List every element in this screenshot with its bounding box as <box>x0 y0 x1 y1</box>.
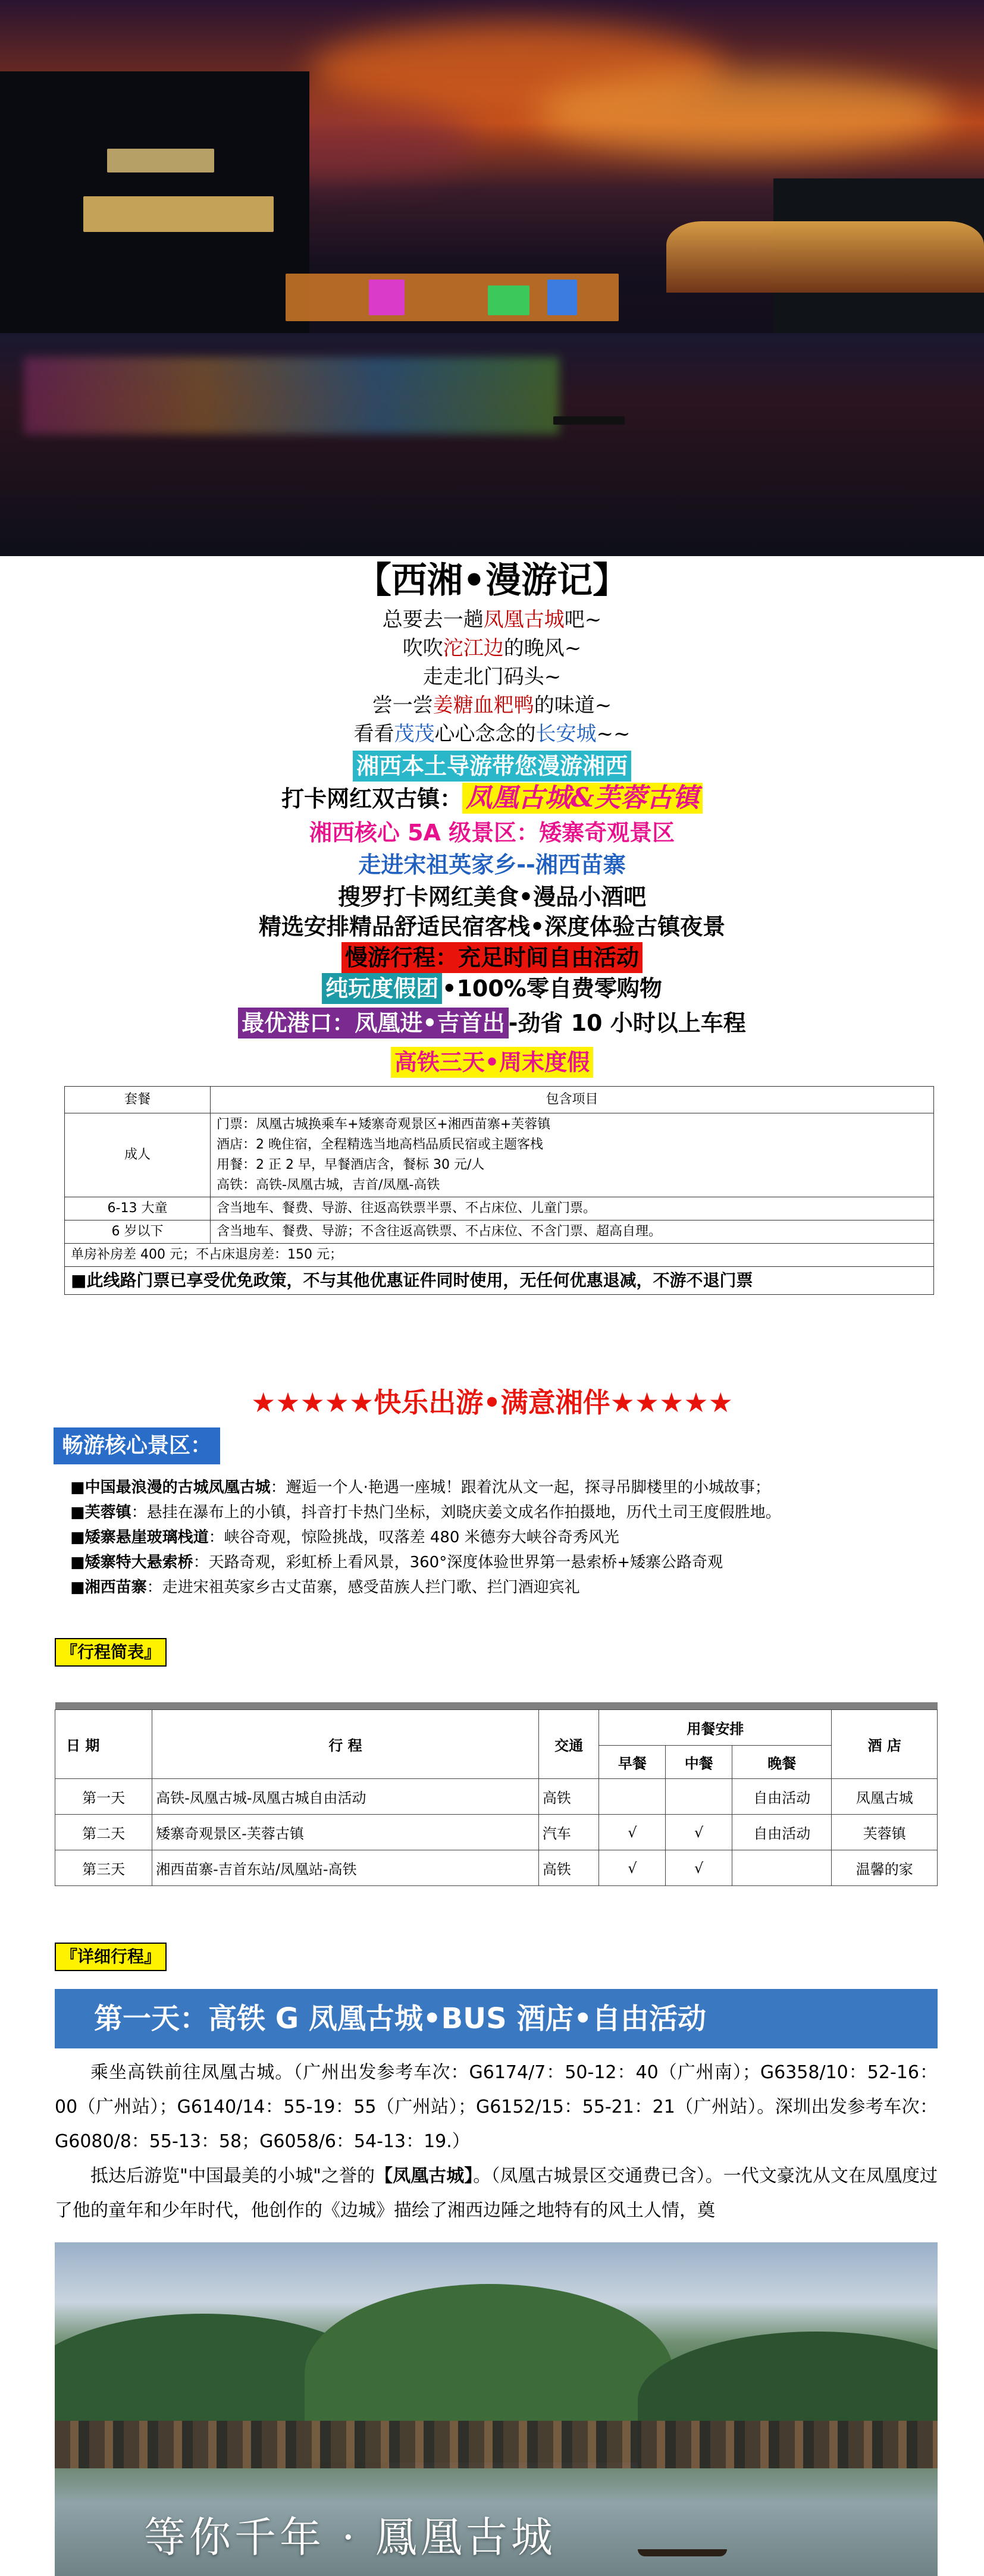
core-scenic-list <box>70 1475 951 1600</box>
table-row <box>55 1815 938 1850</box>
table-row <box>65 1220 934 1244</box>
schedule-route: 高铁-凤凰古城-凤凰古城自由活动 <box>152 1779 539 1815</box>
hero-night-photo <box>0 0 984 556</box>
highlight-rail-weekend: 高铁三天•周末度假 <box>0 1047 984 1078</box>
highlight-slow-trip: 慢游行程：充足时间自由活动 <box>0 942 984 973</box>
highlight-food: 搜罗打卡网红美食•漫品小酒吧 <box>337 884 647 910</box>
schedule-header-hotel: 酒 店 <box>832 1710 938 1779</box>
schedule-lunch: √ <box>666 1850 732 1886</box>
package-table <box>64 1086 934 1295</box>
schedule-breakfast <box>599 1779 666 1815</box>
schedule-header-traffic: 交通 <box>538 1710 599 1779</box>
schedule-route: 矮寨奇观景区-芙蓉古镇 <box>152 1815 539 1850</box>
highlight-local-guide: 湘西本土导游带您漫游湘西 <box>0 751 984 782</box>
table-row <box>65 1244 934 1267</box>
photo-caption: 等你千年 · 鳳凰古城 <box>144 2513 556 2562</box>
adult-rail: 高铁：高铁-凤凰古城，吉首/凤凰-高铁 <box>217 1178 440 1193</box>
table-row <box>65 1267 934 1295</box>
schedule-lunch <box>666 1779 732 1815</box>
schedule-header-breakfast: 早餐 <box>599 1746 666 1779</box>
table-row <box>55 1779 938 1815</box>
day1-paragraph-phoenix: 抵达后游览"中国最美的小城"之誉的【凤凰古城】。（凤凰古城景区交通费已含）。一代文豪沈从文在凤凰度过了他的童年和少年时代，他创作的《边城》描绘了湘西边陲之地特有的风土人情，奠 <box>55 2166 938 2221</box>
table-row <box>65 1113 934 1197</box>
schedule-route: 湘西苗寨-吉首东站/凤凰站-高铁 <box>152 1850 539 1886</box>
table-row <box>65 1197 934 1220</box>
poem-line-5: 看看茂茂心心念念的长安城~~ <box>353 722 631 746</box>
schedule-table <box>55 1702 938 1886</box>
package-header-plan: 套餐 <box>65 1087 211 1113</box>
package-notice: ■此线路门票已享受优免政策，不与其他优惠证件同时使用，无任何优惠退减，不游不退门票 <box>65 1267 934 1295</box>
schedule-date: 第三天 <box>55 1850 152 1886</box>
highlight-pure-play: 纯玩度假团 •100%零自费零购物 <box>0 973 984 1004</box>
highlight-port: 最优港口：凤凰进•吉首出 -劲省 10 小时以上车程 <box>0 1008 984 1038</box>
stars-heading: ★★★★★快乐出游•满意湘伴★★★★★ <box>251 1386 733 1419</box>
schedule-breakfast: √ <box>599 1815 666 1850</box>
table-row <box>55 1850 938 1886</box>
schedule-header-route: 行 程 <box>152 1710 539 1779</box>
detail-schedule-heading: 『详细行程』 <box>55 1943 167 1971</box>
schedule-traffic: 高铁 <box>538 1779 599 1815</box>
day1-paragraph-trains: 乘坐高铁前往凤凰古城。（广州出发参考车次：G6174/7：50-12：40（广州南）；G6358/10：52-16：00（广州站）；G6140/14：55-19：55（广州站）；G6152/15：55-21：21（广州站）。深圳出发参考车次：G6080/8：55-13：58；G6058/6：54-13：19.） <box>55 2062 938 2152</box>
schedule-traffic: 高铁 <box>538 1850 599 1886</box>
poem-line-1: 总要去一趟凤凰古城吧~ <box>382 608 602 632</box>
brief-schedule-heading: 『行程简表』 <box>55 1638 167 1667</box>
list-item: ■矮寨特大悬索桥：天路奇观，彩虹桥上看风景，360°深度体验世界第一悬索桥+矮寨公路奇观 <box>70 1554 723 1571</box>
highlight-miao-village: 走进宋祖英家乡--湘西苗寨 <box>358 852 626 878</box>
list-item: ■矮寨悬崖玻璃栈道：峡谷奇观，惊险挑战，叹落差 480 米德夯大峡谷奇秀风光 <box>70 1529 619 1546</box>
schedule-traffic: 汽车 <box>538 1815 599 1850</box>
highlight-checkin: 打卡网红双古镇： 凤凰古城&芙蓉古镇 <box>0 783 984 814</box>
schedule-lunch: √ <box>666 1815 732 1850</box>
core-scenic-heading: 畅游核心景区： <box>54 1427 220 1464</box>
schedule-dinner: 自由活动 <box>732 1815 832 1850</box>
package-header-items: 包含项目 <box>211 1087 934 1113</box>
poem-line-4: 尝一尝姜糖血粑鸭的味道~ <box>372 694 612 717</box>
poem-line-3: 走走北门码头~ <box>422 665 562 689</box>
schedule-header-date: 日 期 <box>55 1710 152 1779</box>
adult-tickets: 门票：凤凰古城换乘车+矮寨奇观景区+湘西苗寨+芙蓉镇 <box>217 1117 551 1132</box>
package-child-items: 含当地车、餐费、导游、往返高铁票半票、不占床位、儿童门票。 <box>211 1197 934 1220</box>
page-title: 【西湘•漫游记】 <box>355 560 629 601</box>
boat <box>638 2549 727 2556</box>
list-item: ■中国最浪漫的古城凤凰古城：邂逅一个人·艳遇一座城！跟着沈从文一起，探寻吊脚楼里的小城故事； <box>70 1479 770 1496</box>
package-single-room: 单房补房差 400 元；不占床退房差：150 元； <box>65 1244 934 1267</box>
schedule-hotel: 芙蓉镇 <box>832 1815 938 1850</box>
package-adult-items <box>211 1113 934 1197</box>
schedule-header-lunch: 中餐 <box>666 1746 732 1779</box>
package-child-label: 6-13 大童 <box>65 1197 211 1220</box>
schedule-breakfast: √ <box>599 1850 666 1886</box>
day1-banner: 第一天：高铁 G 凤凰古城•BUS 酒店•自由活动 <box>55 1989 938 2048</box>
schedule-hotel: 凤凰古城 <box>832 1779 938 1815</box>
schedule-date: 第二天 <box>55 1815 152 1850</box>
adult-hotel: 酒店：2 晚住宿，全程精选当地高档品质民宿或主题客栈 <box>217 1137 543 1152</box>
highlight-5a-scenic: 湘西核心 5A 级景区：矮寨奇观景区 <box>309 820 675 846</box>
phoenix-town-photo <box>55 2242 938 2576</box>
schedule-dinner: 自由活动 <box>732 1779 832 1815</box>
poem-line-2: 吹吹沱江边的晚风~ <box>402 636 582 660</box>
package-infant-label: 6 岁以下 <box>65 1220 211 1244</box>
schedule-header-dinner: 晚餐 <box>732 1746 832 1779</box>
package-adult-label: 成人 <box>65 1113 211 1197</box>
schedule-hotel: 温馨的家 <box>832 1850 938 1886</box>
adult-meals: 用餐：2 正 2 早，早餐酒店含，餐标 30 元/人 <box>217 1157 485 1172</box>
list-item: ■芙蓉镇：悬挂在瀑布上的小镇，抖音打卡热门坐标，刘晓庆姜文成名作拍摄地，历代土司王度假胜地。 <box>70 1504 781 1521</box>
highlight-stay: 精选安排精品舒适民宿客栈•深度体验古镇夜景 <box>258 914 726 940</box>
package-infant-items: 含当地车、餐费、导游；不含往返高铁票、不占床位、不含门票、超高自理。 <box>211 1220 934 1244</box>
schedule-date: 第一天 <box>55 1779 152 1815</box>
schedule-header-meals: 用餐安排 <box>599 1710 832 1746</box>
list-item: ■湘西苗寨：走进宋祖英家乡古丈苗寨，感受苗族人拦门歌、拦门酒迎宾礼 <box>70 1579 580 1596</box>
schedule-dinner <box>732 1850 832 1886</box>
